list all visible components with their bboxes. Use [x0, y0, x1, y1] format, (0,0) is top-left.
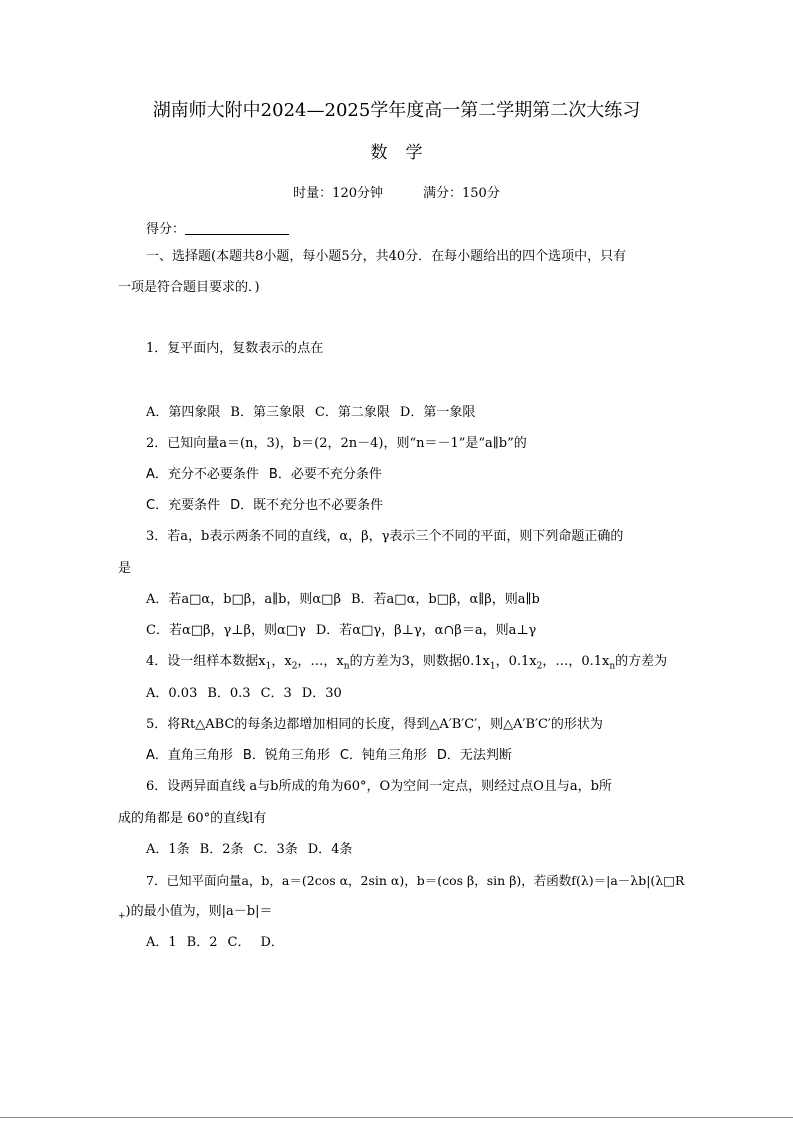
question-5-options — [146, 748, 522, 764]
score-blank — [185, 222, 289, 235]
question-7-options — [146, 935, 294, 951]
section-intro-line1: 一、选择题(本题共8小题，每小题5分，共40分．在每小题给出的四个选项中，只有 — [146, 249, 627, 264]
q4-text: 的方差为3，则数据0.1x — [349, 654, 490, 669]
q4-text: ，x — [271, 654, 292, 669]
question-6-stem-line1: 6．设两异面直线 a与b所成的角为60°，O为空间一定点，则经过点O且与a，b所 — [146, 779, 612, 794]
question-6-stem-line2: 成的角都是 60°的直线l有 — [118, 811, 267, 826]
score-field-label: 得分： — [146, 222, 186, 237]
option: A．第四象限 — [146, 405, 221, 420]
option: A．充分不必要条件 — [146, 467, 259, 482]
q4-text: ，…，x — [297, 654, 344, 669]
exam-title: 湖南师大附中2024—2025学年度高一第二学期第二次大练习 — [152, 100, 641, 121]
q4-sub: 2 — [536, 661, 543, 672]
question-6-options — [146, 842, 362, 858]
page-bottom-rule — [0, 1117, 793, 1118]
option: B．锐角三角形 — [242, 748, 330, 763]
q4-sub: 2 — [291, 661, 298, 672]
q4-sub: n — [609, 661, 616, 672]
question-3-options-row2 — [146, 623, 546, 639]
question-2-stem: 2．已知向量a＝(n，3)，b＝(2，2n－4)，则“n＝－1”是“a∥b”的 — [146, 436, 527, 451]
question-5-stem: 5．将Rt△ABC的每条边都增加相同的长度，得到△A′B′C′，则△A′B′C′的形状为 — [146, 717, 603, 732]
option: C．钝角三角形 — [339, 748, 427, 763]
q4-text: 4．设一组样本数据x — [146, 654, 266, 669]
q4-sub: n — [343, 661, 350, 672]
option: B．若a□α，b□β，α∥β，则a∥b — [350, 592, 540, 607]
question-7-stem-line2 — [118, 904, 272, 920]
question-3-options-row1 — [146, 592, 550, 608]
subject-title: 数学 — [370, 143, 441, 163]
option: B．第三象限 — [230, 405, 305, 420]
exam-info — [0, 186, 793, 202]
option: C． — [227, 935, 251, 950]
option: C．第二象限 — [314, 405, 390, 420]
time-label: 时量：120分钟 — [293, 186, 383, 201]
option: A．1条 — [146, 842, 190, 857]
question-4-stem — [146, 654, 667, 670]
section-intro-line2: 一项是符合题目要求的．) — [118, 280, 260, 295]
option: B．必要不充分条件 — [268, 467, 382, 482]
q4-text: ，0.1x — [495, 654, 537, 669]
question-2-options-row1 — [146, 467, 392, 483]
option: A．直角三角形 — [146, 748, 233, 763]
option: C．3条 — [253, 842, 298, 857]
option: D．既不充分也不必要条件 — [230, 498, 384, 513]
option: D． — [260, 935, 284, 950]
option: B．2条 — [199, 842, 244, 857]
question-3-stem-line1: 3．若a，b表示两条不同的直线，α，β，γ表示三个不同的平面，则下列命题正确的 — [146, 529, 624, 544]
option: D．4条 — [307, 842, 353, 857]
question-3-stem-line2: 是 — [118, 561, 132, 576]
option: A．0.03 — [146, 686, 198, 701]
question-4-options — [146, 686, 352, 702]
score-label: 满分：150分 — [423, 186, 500, 201]
option: D．第一象限 — [399, 405, 476, 420]
option: D．30 — [301, 686, 342, 701]
score-field — [146, 222, 289, 238]
q4-text: 的方差为 — [615, 654, 668, 669]
question-7-stem-line1: 7．已知平面向量a，b，a＝(2cos α，2sin α)，b＝(cos β，sin β)，若函数f(λ)＝|a－λb|(λ□R — [146, 873, 685, 888]
option: C．充要条件 — [146, 498, 221, 513]
option: C．3 — [260, 686, 292, 701]
option: B．0.3 — [207, 686, 251, 701]
q4-sub: 1 — [489, 661, 496, 672]
option: D．无法判断 — [436, 748, 512, 763]
option: C．若α□β，γ⊥β，则α□γ — [146, 623, 306, 638]
option: A．若a□α，b□β，a∥b，则α□β — [146, 592, 341, 607]
question-1-options — [146, 405, 485, 421]
option: D．若α□γ，β⊥γ，α∩β＝a，则a⊥γ — [315, 623, 537, 638]
q4-text: ，…，0.1x — [542, 654, 610, 669]
q7-sub: + — [118, 911, 126, 922]
q4-sub: 1 — [265, 661, 272, 672]
question-2-options-row2 — [146, 498, 393, 514]
q7-text: )的最小值为，则|a－b|＝ — [125, 904, 273, 919]
question-1-stem: 1．复平面内，复数表示的点在 — [146, 341, 324, 356]
option: B．2 — [186, 935, 218, 950]
option: A．1 — [146, 935, 177, 950]
